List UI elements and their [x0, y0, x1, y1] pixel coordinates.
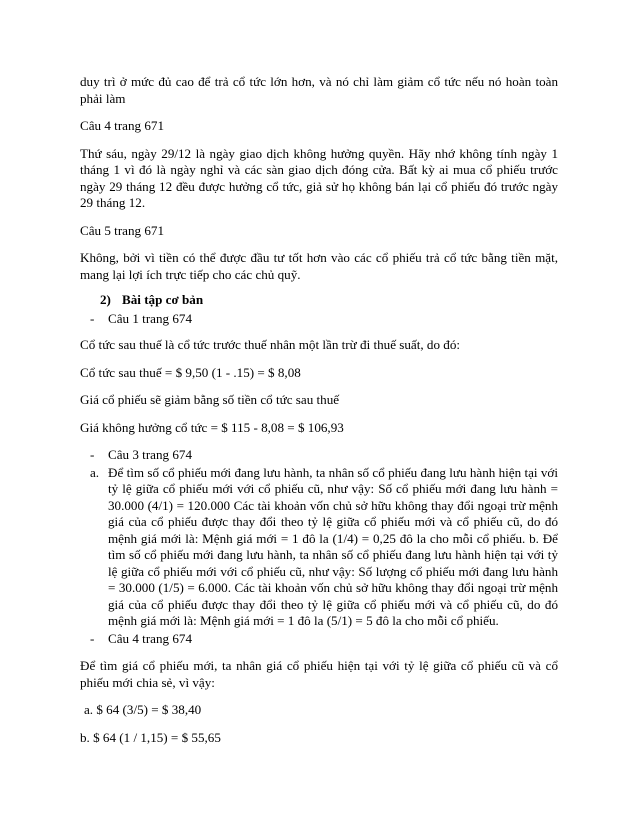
question-item-1-674 [80, 311, 558, 328]
section-number: 2) [100, 292, 111, 307]
formula-answer-a: a. $ 64 (3/5) = $ 38,40 [84, 702, 202, 717]
dash-bullet: - [90, 310, 95, 326]
question-heading-4-671: Câu 4 trang 671 [80, 118, 165, 133]
list-marker-a: a. [90, 464, 100, 480]
answer-paragraph-funds: Không, bởi vì tiền có thể được đầu tư tốt hơn vào các cổ phiếu trả cổ tức bằng tiền mặt, mang lại lợi ích trực tiếp cho các chủ quỹ. [80, 250, 558, 282]
formula-ex-dividend-price: Giá không hưởng cổ tức = $ 115 - 8,08 = $ 106,93 [80, 419, 344, 435]
answer-text-stock-split: Để tìm số cổ phiếu mới đang lưu hành, ta nhân số cổ phiếu đang lưu hành hiện tại với tỷ lệ giữa cổ phiếu mới với cổ phiếu cũ, như vậy: Số cổ phiếu mới đang lưu hành = 30.000 (4/1) = 120.000 Các tài khoản vốn chủ sở hữu không thay đổi ngoại trừ mệnh giá của cổ phiếu được thay đổi theo tỷ lệ giữa cổ phiếu mới và cổ phiếu cũ, do đó mệnh giá mới là: Mệnh giá mới = 1 đô la (1/4) = 0,25 đô la cho mỗi cổ phiếu. b. Để tìm số cổ phiếu mới đang lưu hành, ta nhân số cổ phiếu đang lưu hành hiện tại với tỷ lệ giữa cổ phiếu mới với cổ phiếu cũ, như vậy: Số lượng cổ phiếu mới đang lưu hành = 30.000 (1/5) = 6.000. Các tài khoản vốn chủ sở hữu không thay đổi ngoại trừ mệnh giá của cổ phiếu được thay đổi theo tỷ lệ giữa cổ phiếu mới và cổ phiếu cũ, do đó mệnh giá mới là: Mệnh giá mới = 1 đô la (5/1) = 5 đô la cho mỗi cổ phiếu. [108, 464, 558, 628]
paragraph-price-drop: Giá cổ phiếu sẽ giảm bằng số tiền cổ tức sau thuế [80, 392, 340, 407]
section-heading [100, 292, 558, 309]
question-label: Câu 1 trang 674 [108, 310, 193, 326]
question-heading-5-671: Câu 5 trang 671 [80, 222, 165, 238]
formula-after-tax-dividend: Cổ tức sau thuế = $ 9,50 (1 - .15) = $ 8,08 [80, 364, 301, 380]
answer-paragraph-ex-dividend: Thứ sáu, ngày 29/12 là ngày giao dịch không hưởng quyền. Hãy nhớ không tính ngày 1 tháng 1 vì đó là ngày nghỉ và các sàn giao dịch đóng cửa. Bất kỳ ai mua cổ phiếu trước ngày 29 tháng 12 đều được hưởng cổ tức, giả sử họ không bán lại cổ phiếu đó trước ngày 29 tháng 12. [80, 145, 558, 210]
question-label: Câu 3 trang 674 [108, 447, 193, 462]
question-item-3-674 [80, 447, 558, 464]
dash-bullet: - [90, 630, 95, 646]
section-title: Bài tập cơ bản [122, 292, 204, 307]
document-body [80, 74, 558, 757]
paragraph-continuation: duy trì ở mức đủ cao để trả cổ tức lớn hơn, và nó chỉ làm giảm cổ tức nếu nó hoàn toàn phải làm [80, 74, 558, 106]
paragraph-new-share-price: Để tìm giá cổ phiếu mới, ta nhân giá cổ phiếu hiện tại với tỷ lệ giữa cổ phiếu cũ và cổ phiếu mới chia sẻ, vì vậy: [80, 658, 558, 690]
dash-bullet: - [90, 447, 95, 462]
answer-item-a [80, 465, 558, 630]
formula-answer-b: b. $ 64 (1 / 1,15) = $ 55,65 [80, 729, 221, 745]
question-item-4-674 [80, 631, 558, 648]
paragraph-after-tax-dividend: Cổ tức sau thuế là cổ tức trước thuế nhân một lần trừ đi thuế suất, do đó: [80, 337, 461, 352]
question-label: Câu 4 trang 674 [108, 630, 193, 646]
